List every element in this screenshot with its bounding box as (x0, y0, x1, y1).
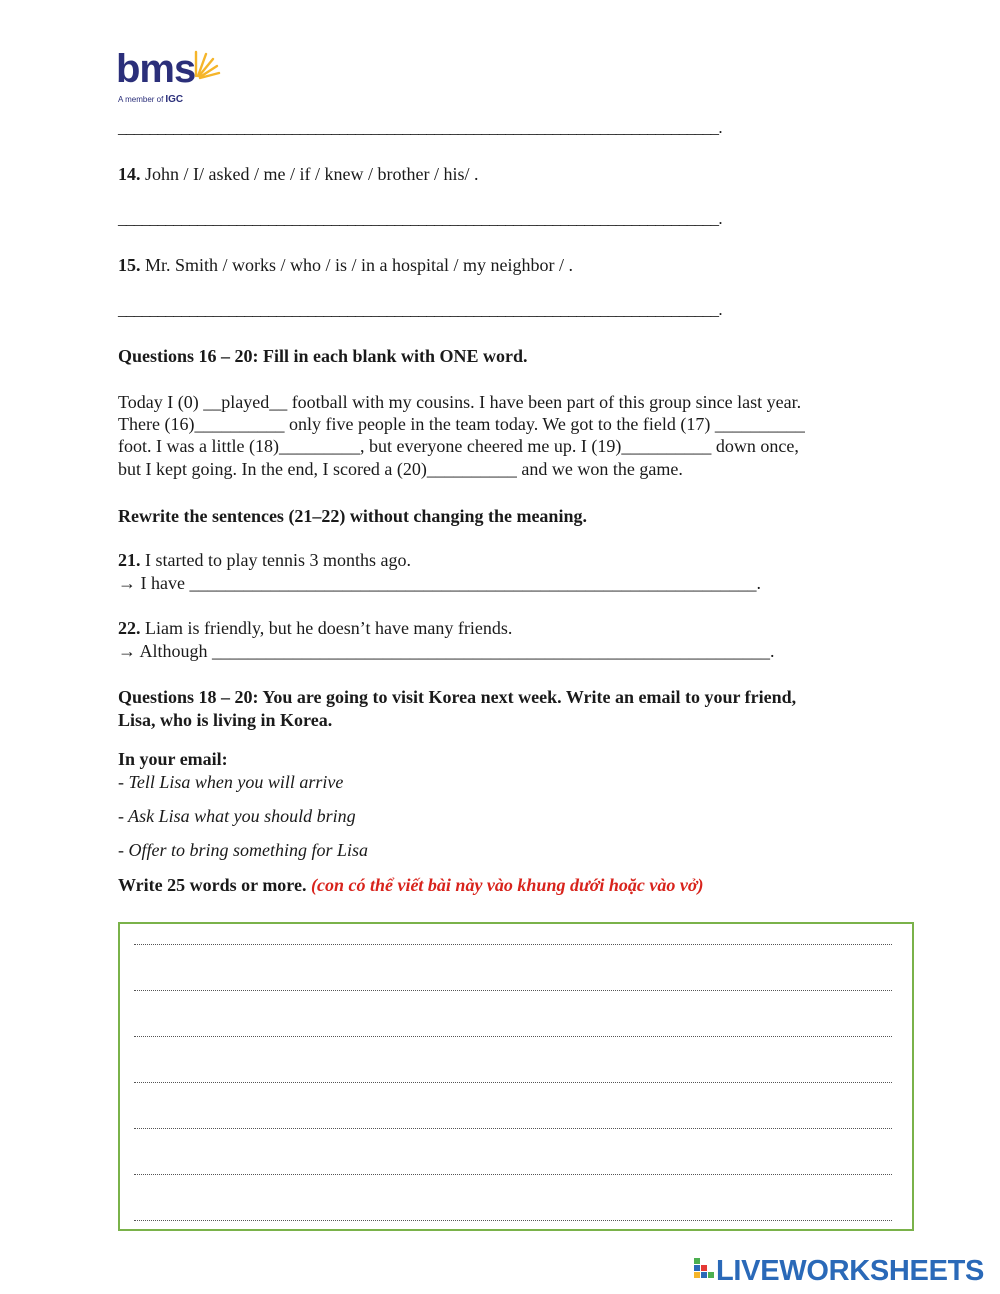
question-14 (118, 163, 478, 186)
writing-line[interactable] (134, 944, 892, 945)
question-number: 22. (118, 618, 141, 638)
question-text: John / I/ asked / me / if / knew / brother / his/ . (145, 164, 479, 184)
passage-line: Today I (0) __played__ football with my cousins. I have been part of this group since last year. (118, 392, 802, 412)
question-21 (118, 549, 411, 572)
answer-line-21[interactable]: → I have _______________________________________________________________. (118, 573, 761, 593)
writing-box[interactable] (118, 922, 914, 1231)
answer-line-14[interactable]: ____________________________________________________________________________. (118, 209, 723, 228)
section-heading-fill: Questions 16 – 20: Fill in each blank with ONE word. (118, 346, 528, 366)
email-bullet: - Tell Lisa when you will arrive (118, 772, 344, 792)
logo-name: bms (116, 47, 196, 91)
passage-line[interactable]: There (16)__________ only five people in the team today. We got to the field (17) __________ (118, 414, 805, 434)
section-heading-email: Questions 18 – 20: You are going to visit Korea next week. Write an email to your friend, (118, 687, 797, 707)
logo-tagline: A member of IGC (118, 94, 184, 105)
answer-line-22[interactable]: → Although ______________________________________________________________. (118, 641, 775, 661)
sunburst-icon (192, 46, 222, 82)
question-text: Liam is friendly, but he doesn’t have many friends. (145, 618, 513, 638)
email-bullet: - Offer to bring something for Lisa (118, 840, 369, 860)
section-heading-rewrite: Rewrite the sentences (21–22) without changing the meaning. (118, 506, 587, 526)
writing-line[interactable] (134, 1128, 892, 1129)
question-number: 15. (118, 255, 141, 275)
bms-logo (116, 46, 236, 108)
question-15 (118, 254, 573, 277)
liveworksheets-text: LIVEWORKSHEETS (716, 1255, 985, 1287)
answer-line-13[interactable]: ____________________________________________________________________________. (118, 118, 723, 137)
question-number: 21. (118, 550, 141, 570)
igc-logo: IGC (165, 94, 184, 105)
email-bullet: - Ask Lisa what you should bring (118, 806, 356, 826)
passage-line[interactable]: but I kept going. In the end, I scored a (20)__________ and we won the game. (118, 459, 683, 479)
writing-line[interactable] (134, 1082, 892, 1083)
answer-line-15[interactable]: ____________________________________________________________________________. (118, 300, 723, 319)
writing-line[interactable] (134, 1036, 892, 1037)
question-text: Mr. Smith / works / who / is / in a hospital / my neighbor / . (145, 255, 574, 275)
write-note: (con có thể viết bài này vào khung dưới hoặc vào vở) (310, 875, 704, 895)
question-22 (118, 617, 512, 640)
section-heading-email-line2: Lisa, who is living in Korea. (118, 710, 333, 730)
question-number: 14. (118, 164, 141, 184)
writing-line[interactable] (134, 990, 892, 991)
writing-line[interactable] (134, 1220, 892, 1221)
write-instruction (118, 874, 704, 897)
email-instructions-label: In your email: (118, 749, 228, 769)
passage-line[interactable]: foot. I was a little (18)_________, but everyone cheered me up. I (19)__________ down once, (118, 436, 799, 456)
write-label: Write 25 words or more. (118, 875, 307, 895)
liveworksheets-blocks-icon (694, 1258, 714, 1282)
question-text: I started to play tennis 3 months ago. (145, 550, 411, 570)
writing-line[interactable] (134, 1174, 892, 1175)
